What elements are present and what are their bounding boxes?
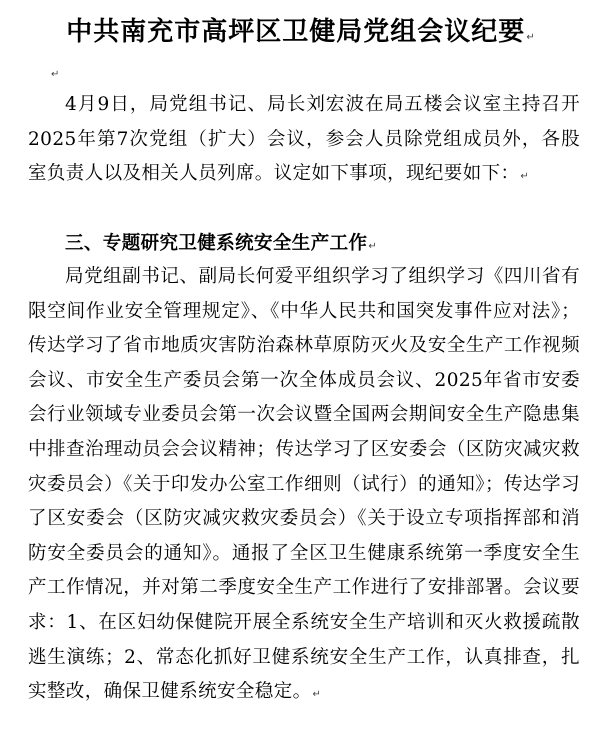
meeting-intro-paragraph bbox=[28, 88, 580, 195]
document-title-text: 中共南充市高坪区卫健局党组会议纪要 bbox=[66, 17, 526, 47]
section-body-paragraph bbox=[28, 260, 580, 713]
section-heading-text: 三、专题研究卫健系统安全生产工作 bbox=[65, 233, 368, 254]
paragraph-mark-icon: ↵ bbox=[526, 32, 536, 43]
paragraph-mark-icon: ↵ bbox=[312, 689, 322, 701]
section-body-text: 局党组副书记、副局长何爱平组织学习了组织学习《四川省有限空间作业安全管理规定》、《中华人民共和国突发事件应对法》；传达学习了省市地质灾害防治森林草原防灭火及安全生产工作视频会议、市安全生产委员会第一次全体成员会议、2025年省市安委会行业领域专业委员会第一次会议暨全国两会期间安全生产隐患集中排查治理动员会会议精神；传达学习了区安委会（区防灾减灾救灾委员会）《关于印发办公室工作细则（试行）的通知》；传达学习了区安委会（区防灾减灾救灾委员会）《关于设立专项指挥部和消防安全委员会的通知》。通报了全区卫生健康系统第一季度安全生产工作情况，并对第二季度安全生产工作进行了安排部署。会议要求：1、在区妇幼保健院开展全系统安全生产培训和灭火救援疏散逃生演练；2、常态化抓好卫健系统安全生产工作，认真排查，扎实整改，确保卫健系统安全稳定。 bbox=[28, 266, 580, 703]
empty-paragraph bbox=[50, 62, 70, 82]
paragraph-mark-icon: ↵ bbox=[520, 171, 530, 183]
section-heading bbox=[28, 227, 580, 264]
paragraph-mark-icon: ↵ bbox=[51, 69, 60, 80]
meeting-intro-text: 4月9日，局党组书记、局长刘宏波在局五楼会议室主持召开2025年第7次党组（扩大）会议，参会人员除党组成员外，各股室负责人以及相关人员列席。议定如下事项，现纪要如下： bbox=[28, 94, 580, 185]
document-title bbox=[14, 14, 588, 56]
paragraph-mark-icon: ↵ bbox=[368, 241, 378, 252]
